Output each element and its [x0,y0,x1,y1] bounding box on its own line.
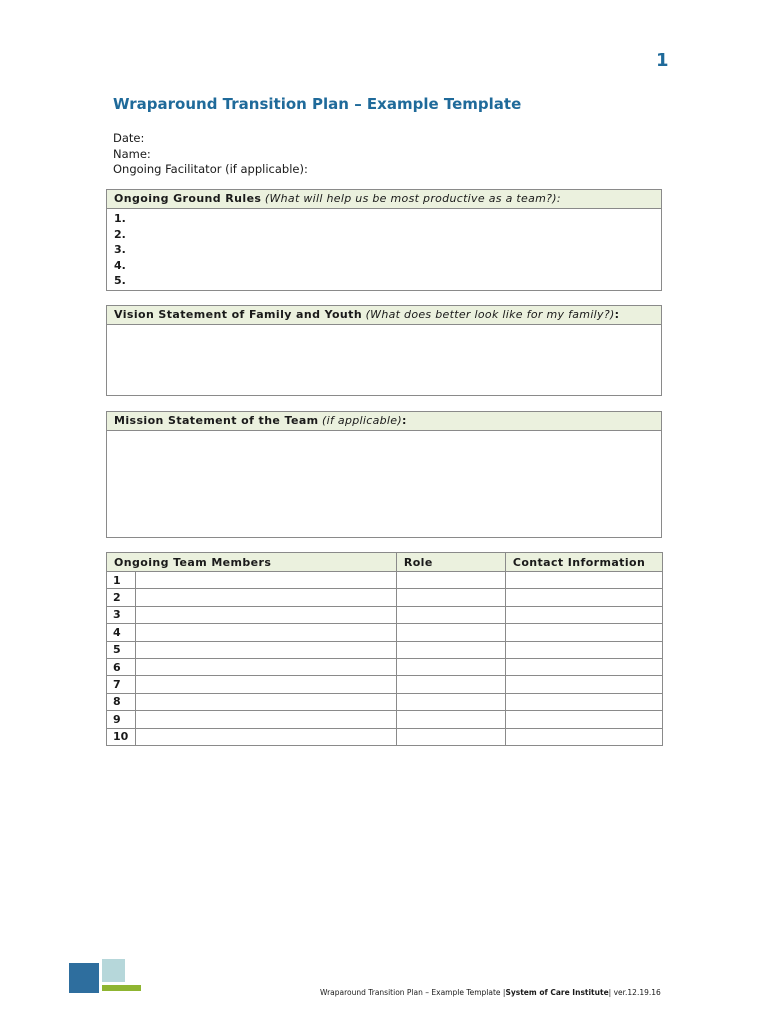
date-label: Date: [113,131,145,145]
member-cell[interactable] [136,572,397,589]
contact-cell[interactable] [505,641,662,658]
vision-box [106,305,662,396]
contact-cell[interactable] [505,711,662,728]
member-cell[interactable] [136,676,397,693]
contact-cell[interactable] [505,658,662,675]
name-label: Name: [113,146,151,161]
organization-logo [69,959,141,993]
footer-doc-name: Wraparound Transition Plan – Example Template | [320,988,506,997]
member-cell[interactable] [136,693,397,710]
logo-green-bar [102,985,141,991]
table-row [107,658,663,675]
table-row [107,606,663,623]
contact-cell[interactable] [505,624,662,641]
column-header-contact: Contact Information [505,553,662,572]
contact-cell[interactable] [505,589,662,606]
role-cell[interactable] [396,572,505,589]
mission-suffix: : [401,414,407,427]
role-cell[interactable] [396,693,505,710]
document-title: Wraparound Transition Plan – Example Template [113,95,522,113]
contact-cell[interactable] [505,676,662,693]
list-item: 1. [114,212,126,225]
ground-rules-box [106,189,662,291]
member-cell[interactable] [136,606,397,623]
row-number: 8 [107,693,136,710]
mission-heading: Mission Statement of the Team [114,414,319,427]
role-cell[interactable] [396,606,505,623]
role-cell[interactable] [396,641,505,658]
member-cell[interactable] [136,658,397,675]
list-item: 2. [114,227,126,241]
mission-prompt: (if applicable) [322,414,402,427]
footer-org: System of Care Institute [505,988,609,997]
row-number: 10 [107,728,136,745]
member-cell[interactable] [136,589,397,606]
row-number: 4 [107,624,136,641]
ground-rules-header [107,190,661,209]
contact-cell[interactable] [505,572,662,589]
table-row [107,589,663,606]
table-row [107,711,663,728]
member-cell[interactable] [136,624,397,641]
table-row [107,676,663,693]
vision-suffix: : [614,308,620,321]
mission-header [107,412,661,431]
vision-header [107,306,661,325]
column-header-role: Role [396,553,505,572]
table-row [107,693,663,710]
column-header-members: Ongoing Team Members [107,553,397,572]
team-members-table [106,552,663,746]
facilitator-label: Ongoing Facilitator (if applicable): [113,162,308,176]
contact-cell[interactable] [505,606,662,623]
list-item: 3. [114,243,126,256]
row-number: 6 [107,658,136,675]
role-cell[interactable] [396,711,505,728]
row-number: 5 [107,641,136,658]
page-number: 1 [656,50,669,71]
role-cell[interactable] [396,728,505,745]
vision-prompt: (What does better look like for my family?) [365,308,615,321]
footer [320,988,661,997]
row-number: 3 [107,606,136,623]
ground-rules-heading: Ongoing Ground Rules [114,192,262,205]
table-row [107,641,663,658]
contact-cell[interactable] [505,693,662,710]
role-cell[interactable] [396,624,505,641]
member-cell[interactable] [136,711,397,728]
row-number: 7 [107,676,136,693]
list-item: 5. [114,274,126,287]
table-row [107,572,663,589]
table-row [107,728,663,745]
vision-heading: Vision Statement of Family and Youth [114,308,363,321]
logo-light-square [102,959,125,982]
role-cell[interactable] [396,658,505,675]
logo-blue-square [69,963,99,993]
table-header-row [107,553,663,572]
row-number: 9 [107,711,136,728]
role-cell[interactable] [396,676,505,693]
row-number: 1 [107,572,136,589]
footer-version: | ver.12.19.16 [608,988,661,997]
contact-cell[interactable] [505,728,662,745]
meta-fields [113,131,308,178]
list-item: 4. [114,258,126,272]
role-cell[interactable] [396,589,505,606]
table-row [107,624,663,641]
ground-rules-list [107,209,661,289]
row-number: 2 [107,589,136,606]
member-cell[interactable] [136,728,397,745]
ground-rules-prompt: (What will help us be most productive as a team?): [264,192,561,205]
member-cell[interactable] [136,641,397,658]
mission-box [106,411,662,538]
